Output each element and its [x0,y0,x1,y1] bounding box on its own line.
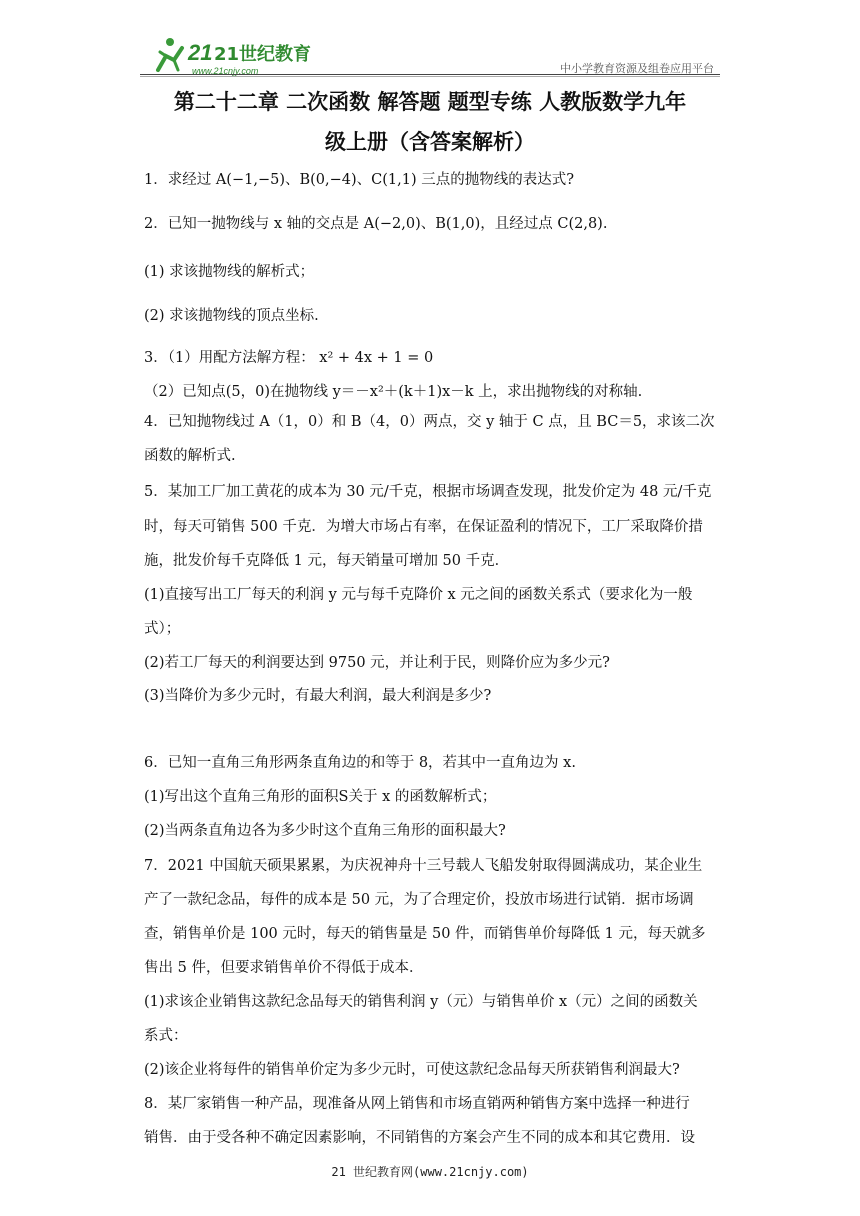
question-6-stem: 6．已知一直角三角形两条直角边的和等于 8，若其中一直角边为 x. [144,755,576,771]
svg-text:21: 21 [188,40,213,65]
question-1: 1．求经过 A(−1,−5)、B(0,−4)、C(1,1) 三点的抛物线的表达式? [144,172,575,188]
platform-label: 中小学教育资源及组卷应用平台 [560,62,714,75]
question-4-line-2: 函数的解析式. [144,448,236,464]
header-rule-thin [140,76,720,77]
question-7-part-1a: (1)求该企业销售这款纪念品每天的销售利润 y（元）与销售单价 x（元）之间的函数关 [144,994,698,1010]
runner-icon [148,34,348,78]
question-8-line-1: 8．某厂家销售一种产品，现准备从网上销售和市场直销两种销售方案中选择一种进行 [144,1096,690,1112]
question-8-line-2: 销售．由于受各种不确定因素影响，不同销售的方案会产生不同的成本和其它费用．设 [144,1130,695,1146]
title-line-1: 第二十二章 二次函数 解答题 题型专练 人教版数学九年 [173,90,687,114]
question-7-line-4: 售出 5 件，但要求销售单价不得低于成本． [144,960,424,976]
question-3-part-1: 3．（1）用配方法解方程： x² + 4x + 1 = 0 [144,350,434,366]
question-4-line-1: 4．已知抛物线过 A（1，0）和 B（4，0）两点，交 y 轴于 C 点，且 BC＝5，求该二次 [144,414,715,430]
question-5-line-1: 5．某加工厂加工黄花的成本为 30 元/千克，根据市场调查发现，批发价定为 48 元/千克 [144,484,712,500]
header-rule [140,74,720,75]
question-2-part-1: (1) 求该抛物线的解析式； [144,264,315,280]
page-header [140,30,720,78]
title-line-2: 级上册（含答案解析） [325,130,535,154]
question-7-line-3: 查，销售单价是 100 元时，每天的销售量是 50 件，而销售单价每降低 1 元，每天就多 [144,926,706,942]
question-7-line-2: 产了一款纪念品，每件的成本是 50 元，为了合理定价，投放市场进行试销．据市场调 [144,892,694,908]
page-footer: 21 世纪教育网(www.21cnjy.com) [331,1165,529,1179]
question-6-part-2: (2)当两条直角边各为多少时这个直角三角形的面积最大? [144,823,506,839]
question-6-part-1: (1)写出这个直角三角形的面积S关于 x 的函数解析式； [144,789,497,805]
question-5-part-2: (2)若工厂每天的利润要达到 9750 元，并让利于民，则降价应为多少元? [144,655,610,671]
document-title [140,82,720,162]
question-2-part-2: (2) 求该抛物线的顶点坐标. [144,308,319,324]
question-7-part-2: (2)该企业将每件的销售单价定为多少元时，可使这款纪念品每天所获销售利润最大? [144,1062,680,1078]
question-7-line-1: 7．2021 中国航天硕果累累，为庆祝神舟十三号载人飞船发射取得圆满成功，某企业生 [144,858,703,874]
site-logo [148,34,348,78]
question-5-line-2: 时，每天可销售 500 千克．为增大市场占有率，在保证盈利的情况下，工厂采取降价措 [144,519,703,535]
question-5-part-3: (3)当降价为多少元时，有最大利润，最大利润是多少? [144,688,492,704]
question-5-part-1a: (1)直接写出工厂每天的利润 y 元与每千克降价 x 元之间的函数关系式（要求化为一般 [144,587,693,603]
svg-text:www.21cnjy.com: www.21cnjy.com [192,66,259,76]
logo-text: 21世纪教育 [214,44,312,65]
question-5-part-1b: 式）； [144,621,181,637]
question-7-part-1b: 系式： [144,1028,188,1044]
question-3-part-2: （2）已知点(5，0)在抛物线 y＝－x²＋(k＋1)x－k 上，求出抛物线的对称轴. [144,384,643,400]
question-2-stem: 2．已知一抛物线与 x 轴的交点是 A(−2,0)、B(1,0)，且经过点 C(2,8). [144,216,608,232]
question-5-line-3: 施，批发价每千克降低 1 元，每天销量可增加 50 千克． [144,553,510,569]
